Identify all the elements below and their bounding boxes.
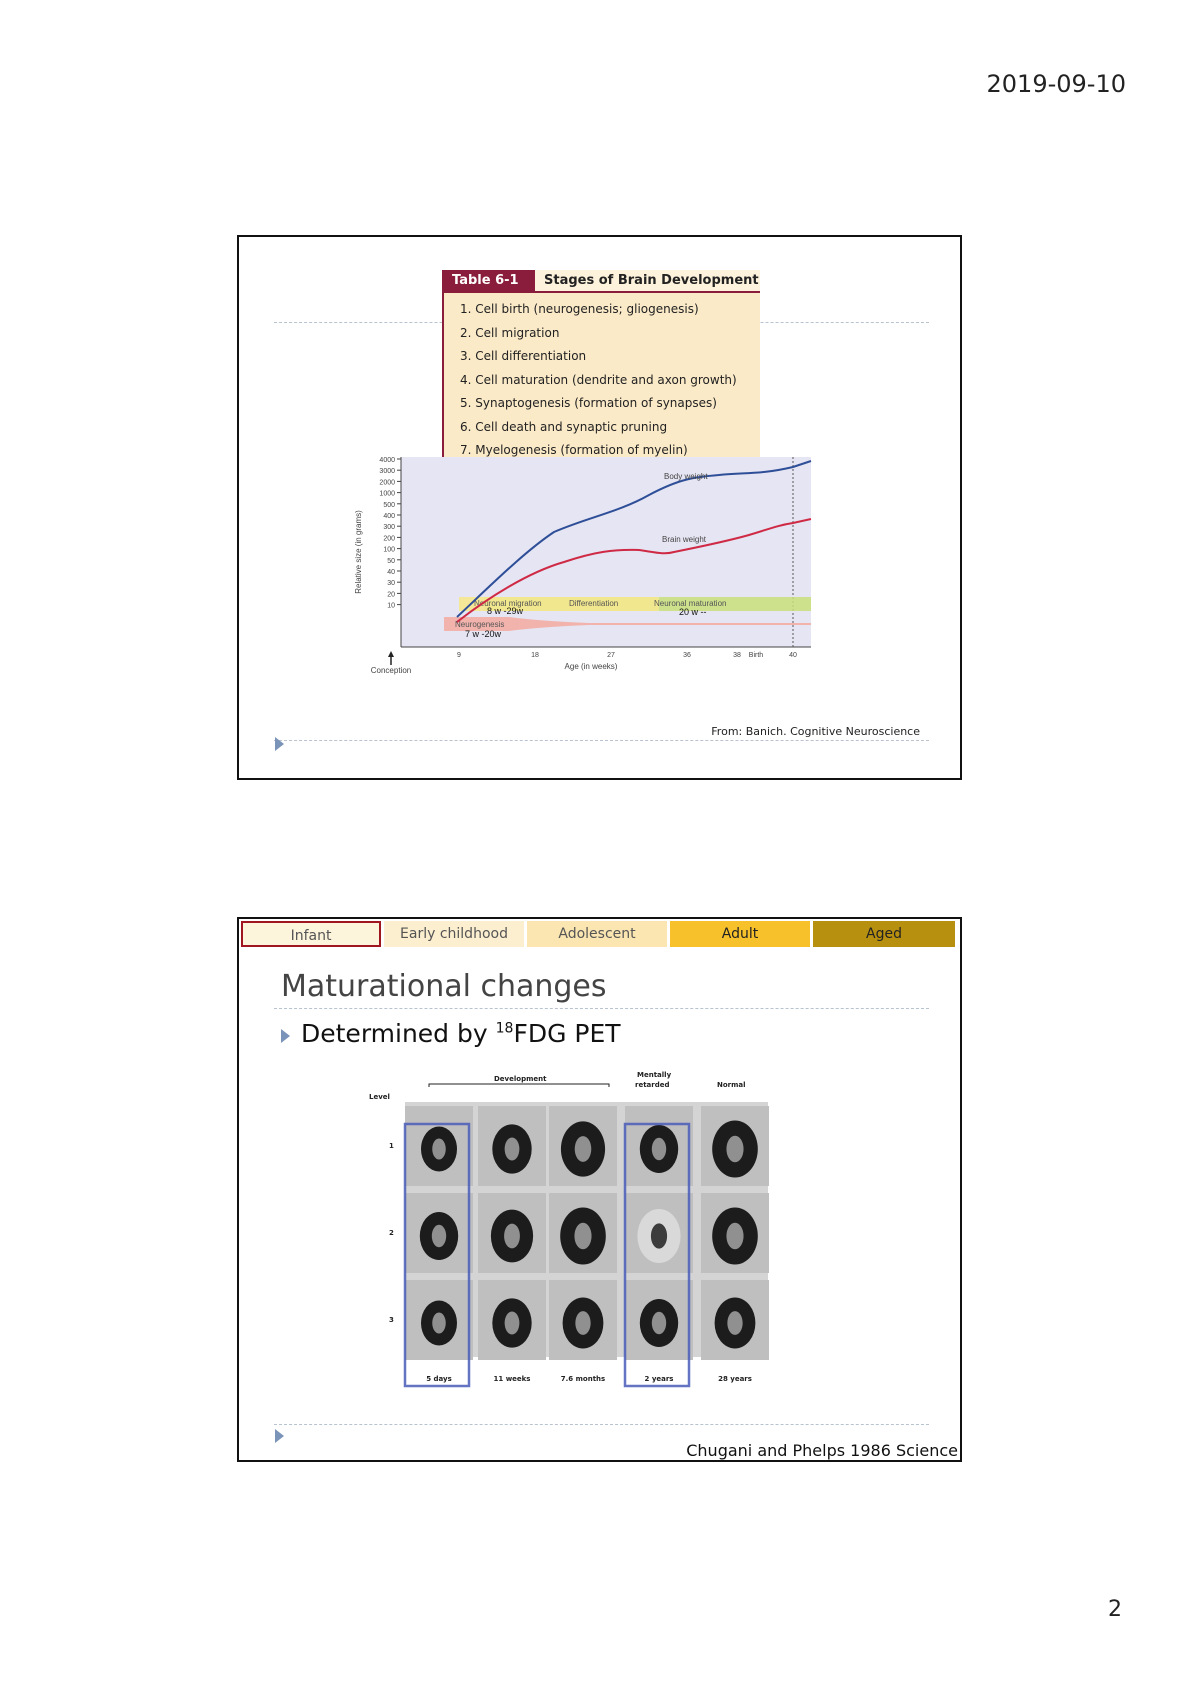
bullet-text <box>301 1019 621 1048</box>
column-label: 28 years <box>718 1375 752 1383</box>
band-note: 7 w -20w <box>465 629 502 639</box>
development-bracket <box>429 1084 609 1087</box>
tab-infant[interactable]: Infant <box>241 921 381 947</box>
x-tick-label: 36 <box>683 652 691 659</box>
tab-aged[interactable]: Aged <box>813 921 955 947</box>
column-label: 5 days <box>426 1375 452 1383</box>
pet-scan-detail <box>727 1311 742 1335</box>
band-note: 8 w -29w <box>487 606 524 616</box>
tab-adult[interactable]: Adult <box>670 921 810 947</box>
table-item: 1. Cell birth (neurogenesis; gliogenesis) <box>460 302 699 316</box>
pet-scan-detail <box>651 1223 667 1248</box>
table-item: 2. Cell migration <box>460 325 560 340</box>
growth-chart <box>349 457 819 682</box>
y-tick-label: 200 <box>383 535 395 543</box>
table-header-rule <box>442 291 760 293</box>
page-date: 2019-09-10 <box>986 70 1126 98</box>
table-left-rule <box>442 292 444 474</box>
level-number: 3 <box>389 1316 394 1324</box>
level-number: 2 <box>389 1229 394 1237</box>
page-number: 2 <box>1108 1597 1122 1622</box>
x-tick-label: 18 <box>531 652 539 659</box>
table-item: 7. Myelogenesis (formation of myelin) <box>460 443 688 457</box>
pet-figure <box>369 1069 789 1399</box>
stages-table <box>442 270 760 474</box>
bullet-arrow-icon <box>275 1429 284 1443</box>
footer-divider <box>274 740 929 741</box>
footer-divider <box>274 1424 929 1425</box>
mr-label: retarded <box>635 1081 670 1089</box>
pet-scan-detail <box>726 1223 743 1250</box>
column-label: 2 years <box>644 1375 674 1383</box>
mr-label: Mentally <box>637 1071 672 1079</box>
tab-adolescent[interactable]: Adolescent <box>527 921 667 947</box>
pet-scan-detail <box>432 1139 446 1160</box>
y-tick-label: 50 <box>387 557 395 565</box>
tab-early-childhood[interactable]: Early childhood <box>384 921 524 947</box>
normal-label: Normal <box>717 1081 746 1089</box>
pet-scan-detail <box>652 1138 666 1160</box>
bullet-arrow-icon <box>275 737 284 751</box>
conception-arrowhead <box>388 651 394 657</box>
bullet-pre: Determined by <box>301 1019 496 1048</box>
y-tick-label: 1000 <box>379 490 395 498</box>
series-label-brain: Brain weight <box>662 535 707 544</box>
pet-scan-detail <box>505 1138 520 1161</box>
band-label: Differentiation <box>569 599 619 608</box>
x-tick-label: Birth <box>748 652 764 659</box>
pet-grid <box>405 1106 769 1360</box>
y-axis-label: Relative size (in grams) <box>354 510 363 594</box>
age-tabs <box>241 921 959 949</box>
band-label: Neurogenesis <box>455 620 505 629</box>
development-label: Development <box>494 1075 547 1083</box>
pet-scan-detail <box>505 1312 520 1335</box>
column-label: 7.6 months <box>560 1375 606 1383</box>
y-tick-label: 3000 <box>379 468 395 476</box>
x-axis-label: Age (in weeks) <box>564 662 618 671</box>
title-divider <box>274 1008 929 1009</box>
y-tick-label: 2000 <box>379 479 395 487</box>
x-tick-label: 38 <box>733 652 741 659</box>
series-label-body: Body weight <box>664 472 708 481</box>
y-tick-label: 30 <box>387 580 395 588</box>
band-label: Neuronal maturation <box>654 599 727 608</box>
column-label: 11 weeks <box>493 1375 531 1383</box>
table-list <box>460 298 737 463</box>
y-tick-label: 100 <box>383 546 395 554</box>
level-number: 1 <box>389 1142 394 1150</box>
figure-credit: Chugani and Phelps 1986 Science <box>686 1441 958 1460</box>
x-tick-label: 9 <box>457 652 461 659</box>
y-tick-label: 40 <box>387 569 395 576</box>
slide-title: Maturational changes <box>281 969 607 1004</box>
pet-scan-detail <box>504 1224 520 1249</box>
slide-brain-development <box>237 235 962 780</box>
table-item: 5. Synaptogenesis (formation of synapses) <box>460 396 717 410</box>
y-ticks <box>379 457 401 610</box>
pet-scan-detail <box>726 1136 743 1163</box>
x-ticks <box>457 652 797 659</box>
pet-scan-detail <box>432 1313 446 1334</box>
table-title: Stages of Brain Development <box>544 273 759 288</box>
y-tick-label: 500 <box>383 501 395 509</box>
pet-scan-detail <box>575 1311 590 1335</box>
bullet-post: FDG PET <box>513 1019 621 1048</box>
table-item: 6. Cell death and synaptic pruning <box>460 419 668 434</box>
x-tick-label: 27 <box>607 652 615 659</box>
y-tick-label: 400 <box>383 513 395 520</box>
slide-maturational-changes <box>237 917 962 1462</box>
table-tag: Table 6-1 <box>442 270 535 292</box>
pet-scan-detail <box>652 1312 666 1334</box>
pet-scan-detail <box>575 1136 592 1162</box>
source-credit: From: Banich. Cognitive Neuroscience <box>711 725 920 738</box>
table-item: 4. Cell maturation (dendrite and axon growth) <box>460 372 737 387</box>
x-tick-label: 40 <box>789 652 797 659</box>
y-tick-label: 10 <box>387 602 395 610</box>
y-tick-label: 20 <box>387 591 395 599</box>
table-item: 3. Cell differentiation <box>460 349 587 363</box>
y-tick-label: 300 <box>383 524 395 532</box>
pet-scan-detail <box>432 1225 446 1247</box>
bullet-sup: 18 <box>495 1020 514 1037</box>
level-label: Level <box>369 1093 390 1101</box>
band-note: 20 w -- <box>679 607 707 617</box>
pet-scan-detail <box>574 1223 591 1250</box>
y-tick-label: 4000 <box>379 457 395 464</box>
band-label: Neuronal migration <box>474 599 542 608</box>
bullet-arrow-icon <box>281 1029 290 1043</box>
conception-label: Conception <box>370 666 412 675</box>
